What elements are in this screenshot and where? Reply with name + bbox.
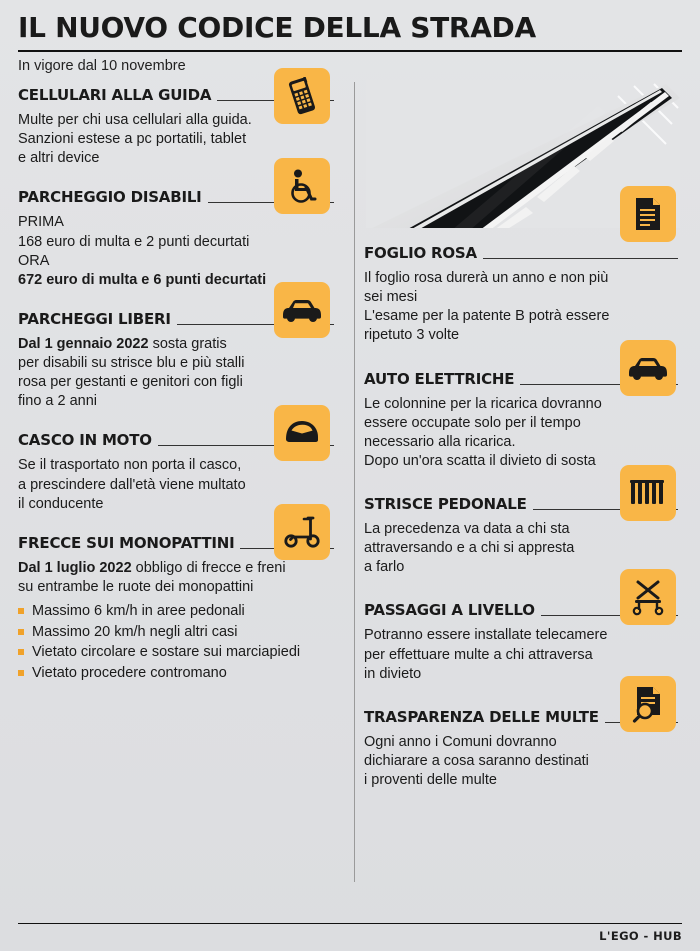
document-magnifier-icon: [620, 676, 676, 732]
block-title: CELLULARI ALLA GUIDA: [18, 86, 212, 104]
block-auto-elettriche: [364, 364, 678, 472]
footer-credit: L'EGO - HUB: [18, 923, 682, 943]
page-title-text: IL NUOVO CODICE DELLA STRADA: [18, 11, 536, 44]
car-icon: [274, 282, 330, 338]
body-line: Dopo un'ora scatta il divieto di sosta: [364, 452, 596, 469]
block-title: FOGLIO ROSA: [364, 244, 477, 262]
block-body: [364, 733, 678, 790]
block-parcheggio-disabili: [18, 182, 334, 290]
body-rest: obbligo di frecce e freni: [131, 559, 286, 576]
body-line: La precedenza va data a chi sta: [364, 521, 570, 537]
wheelchair-icon: [274, 158, 330, 214]
block-title: STRISCE PEDONALE: [364, 495, 527, 513]
body-line: rosa per gestanti e genitori con figli: [18, 374, 243, 391]
block-frecce-sui-monopattini: [18, 528, 334, 684]
body-line: 168 euro di multa e 2 punti decurtati: [18, 233, 250, 250]
list-item: Vietato procedere contromano: [18, 663, 334, 684]
block-parcheggi-liberi: [18, 304, 334, 412]
body-line: i proventi delle multe: [364, 772, 497, 788]
block-title: PASSAGGI A LIVELLO: [364, 601, 535, 620]
body-rest: sosta gratis: [148, 335, 227, 352]
body-line: per effettuare multe a chi attraversa: [364, 646, 593, 663]
electric-car-icon: [620, 340, 676, 396]
block-title: CASCO IN MOTO: [18, 431, 152, 450]
body-line: il conducente: [18, 495, 104, 512]
right-column: [348, 80, 678, 918]
scooter-icon: [274, 504, 330, 560]
left-column: [18, 80, 348, 918]
body-line: ripetuto 3 volte: [364, 327, 460, 344]
body-line: L'esame per la patente B potrà essere: [364, 308, 610, 325]
list-item: Massimo 6 km/h in aree pedonali: [18, 601, 334, 622]
document-icon: [620, 186, 676, 242]
block-cellulari-alla-guida: [18, 80, 334, 168]
body-line: Le colonnine per la ricarica dovranno: [364, 395, 602, 412]
block-casco-in-moto: [18, 425, 334, 513]
body-line: Ogni anno i Comuni dovranno: [364, 733, 557, 750]
body-line: su entrambe le ruote dei monopattini: [18, 578, 254, 595]
block-title: AUTO ELETTRICHE: [364, 369, 515, 388]
body-line: a prescindere dall'età viene multato: [18, 476, 246, 493]
body-line: e altri device: [18, 150, 100, 167]
crosswalk-icon: [620, 465, 676, 521]
body-emphasis: Dal 1 gennaio 2022: [18, 335, 149, 352]
page-title: [18, 11, 682, 50]
block-foglio-rosa: [364, 238, 678, 346]
content-columns: [18, 80, 682, 918]
title-divider: [18, 50, 682, 52]
body-line: Se il trasportato non porta il casco,: [18, 457, 242, 474]
body-line: ORA: [18, 252, 50, 269]
body-line: Il foglio rosa durerà un anno e non più: [364, 270, 609, 286]
block-body: [18, 559, 334, 597]
page-subtitle: In vigore dal 10 novembre: [18, 58, 186, 74]
block-strisce-pedonale: [364, 489, 678, 577]
block-body: [364, 269, 678, 346]
block-title: PARCHEGGI LIBERI: [18, 309, 171, 328]
body-line: Potranno essere installate telecamere: [364, 627, 608, 644]
body-line: dichiarare a cosa saranno destinati: [364, 752, 589, 769]
body-line: attraversando e a chi si appresta: [364, 540, 575, 557]
block-title: TRASPARENZA DELLE MULTE: [364, 707, 599, 726]
body-line: fino a 2 anni: [18, 393, 98, 410]
mobile-phone-icon: [274, 68, 330, 124]
block-title: PARCHEGGIO DISABILI: [18, 188, 202, 207]
railway-crossing-icon: [620, 569, 676, 625]
body-line: essere occupate solo per il tempo: [364, 414, 581, 431]
body-line: in divieto: [364, 665, 422, 682]
body-line-bold: 672 euro di multa e 6 punti decurtati: [18, 271, 267, 288]
header-rule: [483, 258, 678, 259]
block-body: [364, 395, 678, 472]
block-title: FRECCE SUI MONOPATTINI: [18, 533, 235, 552]
block-trasparenza-delle-multe: [364, 702, 678, 790]
body-line: PRIMA: [18, 214, 64, 231]
body-line: [18, 559, 334, 578]
body-line: Sanzioni estese a pc portatili, tablet: [18, 131, 247, 148]
body-line: a farlo: [364, 559, 405, 576]
list-item: Vietato circolare e sostare sui marciapiedi: [18, 642, 334, 663]
body-line: sei mesi: [364, 289, 418, 306]
body-line: necessario alla ricarica.: [364, 433, 516, 450]
block-passaggi-a-livello: [364, 595, 678, 683]
body-emphasis: Dal 1 luglio 2022: [18, 559, 132, 576]
list-item: Massimo 20 km/h negli altri casi: [18, 622, 334, 643]
bullet-list: [18, 601, 334, 683]
block-body: [18, 335, 334, 412]
body-line: per disabili su strisce blu e più stalli: [18, 355, 245, 371]
body-line: Multe per chi usa cellulari alla guida.: [18, 112, 252, 128]
block-body: [18, 213, 334, 290]
helmet-icon: [274, 405, 330, 461]
